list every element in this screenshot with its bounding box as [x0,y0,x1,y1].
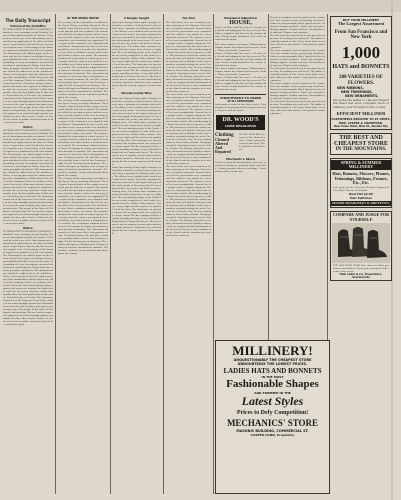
best-store-ad [330,133,392,155]
article-text: Some time during Friday night a burglar entered the residence on Broad street and carried away a quantity of clothing and jewelry. The officers were notified and a watch was kept on the trains. Yesterday morning the man was arrested at the depot with part of the stolen goods in his possession. He was taken before the justice and held to answer. Mining news. The Idaho mine continues to yield well and a large force of men is employed. The new hoisting works at the North Star are nearly completed. A rich strike is reported from the Willow Valley district. The ore assays high and the owners are jubilant. Local brevities. The band gave an open air concert last evening which was enjoyed by a large crowd. The fire company held its regular monthly meeting. A new sidewalk is being laid on Commercial street. The city trustees met in regular session and transacted routine business. Warrants were ordered drawn for the current expenses of the month. [112,21,161,90]
ad-heading: Mechanic's Store [226,156,255,161]
ad-line: BUY YOUR MILLINERY [342,18,380,22]
ad-big-number: 1,000 [341,43,381,63]
ad-heading: STRAUTFORD'S TO ORDER [219,96,262,101]
ad-text: Corner of Main and Pine streets. Nevada City. Board and lodging by the day or week. The table is supplied with the best the market affords. Rooms neatly furnished. Free coach to and from the depot. [215,52,266,68]
clothing-word: Cleaned [215,136,229,142]
clothing-word: Clothing [215,132,234,138]
ad-text: Fine wines liquors and cigars. Billiard parlor. Sample rooms for commercial travelers. Baths. Terms reasonable. Proprietor. [215,43,266,53]
shoe-ad [330,211,392,281]
column-4 [166,16,211,496]
article-text: The fall stock has arrived and is now open for inspection. Everything new and fresh. The public is cordially invited to call. Prices lower than ever before offered in this market. Cash paid for country produce. [270,100,325,115]
ad-line: Prices to Defy Competition! [236,410,309,417]
ad-line: UNQUESTIONABLY THE CHEAPEST STORE [233,357,312,362]
article-text: The sessions of the convention assembled in the Opera House yesterday afternoon. The delegates from all parts of the county were present and the hall was crowded. The chairman called the meeting to order and the secretary read the minutes of the last meeting. A committee on credentials was appointed. The report of the committee was adopted without debate. Nominations for the several county offices were then in order. For sheriff there were three candidates named and on the first ballot a choice was made. The nominee thanked the convention in a brief speech. For county clerk the contest was spirited. Several ballots were taken before a nomination was reached. The resolutions adopted declare in favor of economy in county government and reduction of taxation. The convention adjourned at a late hour after a harmonious session. Personal mention. Mr. and Mrs. returned yesterday from a visit to San Francisco. Judge left for Sacramento on business. The schools will open on Monday next. A large number of teachers attended the institute. The weather continues warm and pleasant throughout the county. [58,177,108,255]
ad-subheading: LIVER REGULATOR [225,123,256,128]
ad-line: CARTWHEELS REDUCED TO 25 CENTS, [331,116,391,121]
column-rule [163,14,164,494]
spring-millinery-ad [330,158,392,209]
column-6 [270,16,325,332]
ad-line: IN THE MOUNTAINS. [335,147,387,153]
column-heading: AT THE OPERA HOUSE [67,17,99,20]
column-heading: Notice [23,227,33,230]
article-text: The most complete stock of goods in the county. Call and examine before purchasing elsewhere. Orders by mail promptly filled. Agents for the celebrated sewing machines. Paints oils and glass. Mining supplies. Powder and fuse. Blacksmith coal and iron. Wagons and carriages. [270,82,325,100]
ad-text: Corner of Main and Pine streets. Nevada City. Board and lodging by the day or week. The table is supplied with the best the market affords. Rooms neatly furnished. Free coach to and from the depot. [215,76,266,92]
ad-text: Fine wines liquors and cigars. Billiard parlor. Sample rooms for commercial travelers. Baths. Terms reasonable. Proprietor. [215,67,266,77]
column-heading: Nevada County Wins [121,92,152,95]
article-text: Some time during Friday night a burglar entered the residence on Broad street and carried away a quantity of clothing and jewelry. The officers were notified and a watch was kept on the trains. Yesterday morning the man was arrested at the depot with part of the stolen goods in his possession. He was taken before the justice and held to answer. Mining news. The Idaho mine continues to yield well and a large force of men is employed. The new hoisting works at the North Star are nearly completed. A rich strike is reported from the Willow Valley district. The ore assays high and the owners are jubilant. Local brevities. The band gave an open air concert last evening which was enjoyed by a large crowd. The fire company held its regular monthly meeting. A new sidewalk is being laid on Commercial street. The city trustees met in regular session and transacted routine business. Warrants were ordered drawn for the current expenses of the month. [112,166,161,235]
ad-line: AND TRIMMED IN THE [254,390,291,395]
ad-line: NEW ORNAMENTS, [345,93,379,98]
column-1 [3,16,53,496]
column-rule [55,14,56,494]
article-text: The most complete stock of goods in the county. Call and examine before purchasing elsewhere. Orders by mail promptly filled. Agents for the celebrated sewing machines. Paints oils and glass. Mining supplies. Powder and fuse. Blacksmith coal and iron. Wagons and carriages. [270,16,325,34]
column-heading: Notice [23,126,33,129]
ad-title: DR. WOOD'S [222,117,259,124]
ad-title: MILLINERY! [232,343,313,358]
ad-line: COMPARE AND JUDGE FOR YOURSELF [332,212,390,222]
article-text: Some time during Friday night a burglar entered the residence on Broad street and carried away a quantity of clothing and jewelry. The officers were notified and a watch was kept on the trains. Yesterday morning the man was arrested at the depot with part of the stolen goods in his possession. He was taken before the justice and held to answer. Mining news. The Idaho mine continues to yield well and a large force of men is employed. The new hoisting works at the North Star are nearly completed. A rich strike is reported from the Willow Valley district. The ore assays high and the owners are jubilant. Local brevities. The band gave an open air concert last evening which was enjoyed by a large crowd. The fire company held its regular monthly meeting. A new sidewalk is being laid on Commercial street. The city trustees met in regular session and transacted routine business. Warrants were ordered drawn for the current expenses of the month. [112,97,161,166]
article-text: The fall stock has arrived and is now open for inspection. Everything new and fresh. The public is cordially invited to call. Prices lower than ever before offered in this market. Cash paid for country produce. [270,34,325,49]
ad-text: We invite the ladies to call and inspect the finest and most complete stock of millinery ever brought to this county. [333,97,389,109]
ad-subheading: AT ALL OPERATIONS [227,100,254,104]
article-text: BY TRANSCRIPT PUBLISHING COMPANY. Published every morning except Monday. Terms of subscription payable in advance. Delivered by carrier per week. Advertising rates furnished on application at the office on Main street. Legal notices and sheriff sales inserted at regular rates. Proceedings of the board of supervisors published in full each month. The Transcript is the official paper of the county and has the largest circulation of any paper published in this section of the state. Job printing of every description executed with neatness and dispatch. Orders from the country promptly attended to. All communications should be addressed to the publishers. Notice is hereby given that the annual meeting of the stockholders will be held at the office of the company. Notice to creditors of the estate deceased, all persons having claims against said estate are required to exhibit them with the necessary vouchers within four months after the first publication of this notice. Dated this day at Nevada City. Summons issued out of the Superior Court of the county in an action brought against the defendant to recover the sum of money due upon a promissory note. The people of the State of California send greeting. You are hereby required to appear in an action brought against you within ten days after service. Notice of sale of real estate at public auction in front of the court house door. [3,230,53,326]
article-text: The sessions of the convention assembled in the Opera House yesterday afternoon. The delegates from all parts of the county were present and the hall was crowded. The chairman called the meeting to order and the secretary read the minutes of the last meeting. A committee on credentials was appointed. The report of the committee was adopted without debate. Nominations for the several county offices were then in order. For sheriff there were three candidates named and on the first ballot a choice was made. The nominee thanked the convention in a brief speech. For county clerk the contest was spirited. Several ballots were taken before a nomination was reached. The resolutions adopted declare in favor of economy in county government and reduction of taxation. The convention adjourned at a late hour after a harmonious session. Personal mention. Mr. and Mrs. returned yesterday from a visit to San Francisco. Judge left for Sacramento on business. The schools will open on Monday next. A large number of teachers attended the institute. The weather continues warm and pleasant throughout the county. [58,21,108,99]
millinery-ad [215,340,330,494]
top-margin [0,0,401,12]
ad-banner: MOSER BOARDMAN & DREYFOUS, [332,200,390,205]
ad-text: IN THE VERY BEST manner at the shortest notice. Ladies garments cleaned and dyed. Work called for and delivered. [239,132,265,151]
column-heading: The Trial [182,17,195,20]
ad-line: CASPER COHN, Proprietor [250,432,295,437]
ad-line: Latest Styles [241,393,304,408]
ad-text: Corner of Main and Pine streets. Nevada City. Board and lodging by the day or week. The table is supplied with the best the market affords. Rooms neatly furnished. Free coach to and from the depot. [215,26,266,42]
ad-line: Hats, Bonnets, Flowers, Plumes, Trimmings, Ribbons, Frames, Etc., Etc. [332,171,390,186]
article-text: BY TRANSCRIPT PUBLISHING COMPANY. Published every morning except Monday. Terms of subscription payable in advance. Delivered by carrier per week. Advertising rates furnished on application at the office on Main street. Legal notices and sheriff sales inserted at regular rates. Proceedings of the board of supervisors published in full each month. The Transcript is the official paper of the county and has the largest circulation of any paper published in this section of the state. Job printing of every description executed with neatness and dispatch. Orders from the country promptly attended to. All communications should be addressed to the publishers. Notice is hereby given that the annual meeting of the stockholders will be held at the office of the company. Notice to creditors of the estate deceased, all persons having claims against said estate are required to exhibit them with the necessary vouchers within four months after the first publication of this notice. Dated this day at Nevada City. Summons issued out of the Superior Court of the county in an action brought against the defendant to recover the sum of money due upon a promissory note. The people of the State of California send greeting. You are hereby required to appear in an action brought against you within ten days after service. Notice of sale of real estate at public auction in front of the court house door. [3,28,53,124]
ad-line: The Largest Assortment [337,21,385,26]
ad-line: From San Francisco and New York [334,29,388,40]
clothing-word: And [215,145,223,151]
column-rule [213,14,214,494]
shoes-illustration [332,223,390,263]
article-text: BY TRANSCRIPT PUBLISHING COMPANY. Published every morning except Monday. Terms of subscription payable in advance. Delivered by carrier per week. Advertising rates furnished on application at the office on Main street. Legal notices and sheriff sales inserted at regular rates. Proceedings of the board of supervisors published in full each month. The Transcript is the official paper of the county and has the largest circulation of any paper published in this section of the state. Job printing of every description executed with neatness and dispatch. Orders from the country promptly attended to. All communications should be addressed to the publishers. Notice is hereby given that the annual meeting of the stockholders will be held at the office of the company. Notice to creditors of the estate deceased, all persons having claims against said estate are required to exhibit them with the necessary vouchers within four months after the first publication of this notice. Dated this day at Nevada City. Summons issued out of the Superior Court of the county in an action brought against the defendant to recover the sum of money due upon a promissory note. The people of the State of California send greeting. You are hereby required to appear in an action brought against you within ten days after service. Notice of sale of real estate at public auction in front of the court house door. [3,129,53,225]
hats-ad [330,16,392,130]
article-text: The trial of the case was resumed yesterday morning in the Superior Court before a crowded courtroom. Several witnesses for the prosecution were examined and the evidence was mostly of a circumstantial character. The defense reserved its cross examination. Counsel for the people made a lengthy argument. The jury was instructed by the court and retired at four o'clock. After deliberating for about two hours they returned a verdict. The prisoner received the verdict without any show of emotion. Sentence will be pronounced on Monday. Real estate transfers recorded during the week. Deed to lot in Nevada City. Deed to mining claim in Grass Valley district. Mortgage recorded. Marriage licenses issued. Births. Deaths. The funeral took place yesterday afternoon from the family residence and was largely attended by friends of the deceased. Services were conducted at the church and the remains were interred in the cemetery. [166,93,211,165]
dr-wood-ad [216,115,265,129]
ad-line: NEW RIBBONS, [337,85,364,90]
ad-line: NEW TRIMMINGS, [341,89,373,94]
ad-line: MECHANICS' STORE [226,418,319,429]
ad-text: Dealers in general merchandise, groceries, provisions, hardware, crockery, boots and shoes. Country produce taken in exchange. Goods delivered free in the city. [215,160,266,173]
ad-banner: SPRING & SUMMER MILLINERY [331,160,391,171]
ad-line: Fashionable Shapes [226,377,319,390]
column-heading: Entered at the Postoffice [10,25,46,28]
article-text: The trial of the case was resumed yesterday morning in the Superior Court before a crowded courtroom. Several witnesses for the prosecution were examined and the evidence was mostly of a circumstantial character. The defense reserved its cross examination. Counsel for the people made a lengthy argument. The jury was instructed by the court and retired at four o'clock. After deliberating for about two hours they returned a verdict. The prisoner received the verdict without any show of emotion. Sentence will be pronounced on Monday. Real estate transfers recorded during the week. Deed to lot in Nevada City. Deed to mining claim in Grass Valley district. Mortgage recorded. Marriage licenses issued. Births. Deaths. The funeral took place yesterday afternoon from the family residence and was largely attended by friends of the deceased. Services were conducted at the church and the remains were interred in the cemetery. [166,21,211,93]
ad-line: THE BEST AND CHEAPEST STORE [334,134,388,148]
column-3 [112,16,161,496]
article-text: The most complete stock of goods in the county. Call and examine before purchasing elsewhere. Orders by mail promptly filled. Agents for the celebrated sewing machines. Paints oils and glass. Mining supplies. Powder and fuse. Blacksmith coal and iron. Wagons and carriages. [270,49,325,67]
ad-line: IN THE MOST [261,374,284,379]
ad-heading: Standard Adjustion [224,16,257,20]
article-text: The sessions of the convention assembled in the Opera House yesterday afternoon. The delegates from all parts of the county were present and the hall was crowded. The chairman called the meeting to order and the secretary read the minutes of the last meeting. A committee on credentials was appointed. The report of the committee was adopted without debate. Nominations for the several county offices were then in order. For sheriff there were three candidates named and on the first ballot a choice was made. The nominee thanked the convention in a brief speech. For county clerk the contest was spirited. Several ballots were taken before a nomination was reached. The resolutions adopted declare in favor of economy in county government and reduction of taxation. The convention adjourned at a late hour after a harmonious session. Personal mention. Mr. and Mrs. returned yesterday from a visit to San Francisco. Judge left for Sacramento on business. The schools will open on Monday next. A large number of teachers attended the institute. The weather continues warm and pleasant throughout the county. [58,99,108,177]
column-7 [330,16,392,496]
ad-line: LADIES HATS AND BONNETS [223,366,322,375]
article-text: The trial of the case was resumed yesterday morning in the Superior Court before a crowded courtroom. Several witnesses for the prosecution were examined and the evidence was mostly of a circumstantial character. The defense reserved its cross examination. Counsel for the people made a lengthy argument. The jury was instructed by the court and retired at four o'clock. After deliberating for about two hours they returned a verdict. The prisoner received the verdict without any show of emotion. Sentence will be pronounced on Monday. Real estate transfers recorded during the week. Deed to lot in Nevada City. Deed to mining claim in Grass Valley district. Mortgage recorded. Marriage licenses issued. Births. Deaths. The funeral took place yesterday afternoon from the family residence and was largely attended by friends of the deceased. Services were conducted at the church and the remains were interred in the cemetery. [166,165,211,237]
ad-line: Best Hat $2.50 [349,191,373,196]
ad-line: Bear Union Hotel, Main St., Nevada City [334,124,388,128]
ad-text: Suits made to order in the latest styles. Fit guaranteed. Repairing and cleaning neatly done. Prices to suit the times. [215,103,266,113]
ad-line: 200 VARIETIES OF FLOWERS. [339,75,383,86]
ad-line: HATS and BONNETS [332,64,390,71]
ad-title: HOUSE, [229,20,252,26]
clothing-word: Repaired [215,149,231,155]
column-heading: A Burglar Caught [123,17,150,20]
ad-text: Sole agent for the Universal Fashion Company of New York. Patterns of all kinds. [333,185,389,192]
ad-line: Hall, Lakin & Co, Proprietors, Sacramento [339,273,383,280]
ad-line: EFFICIENT MILLINER [336,111,386,117]
ad-text: THE ONE PRICE STORE fine shoes for ladies gentlemen and children. Every pair warranted. Sole agents. Main street. [333,264,389,274]
clothing-word: Altered [215,141,228,147]
ad-line: MASONIC BUILDING, COMMERCIAL ST. [236,428,309,433]
ad-line: Hair Switches [350,195,372,200]
column-rule [110,14,111,494]
ad-line: UNDOUBTEDLY THE LOWEST PRICES. [237,361,308,366]
column-2 [58,16,108,496]
ad-line: MRS. LESTER & CRAWFORD, [338,120,384,125]
article-text: The fall stock has arrived and is now open for inspection. Everything new and fresh. The public is cordially invited to call. Prices lower than ever before offered in this market. Cash paid for country produce. [270,67,325,82]
masthead: The Daily Transcript [5,18,51,23]
column-5 [215,16,266,332]
